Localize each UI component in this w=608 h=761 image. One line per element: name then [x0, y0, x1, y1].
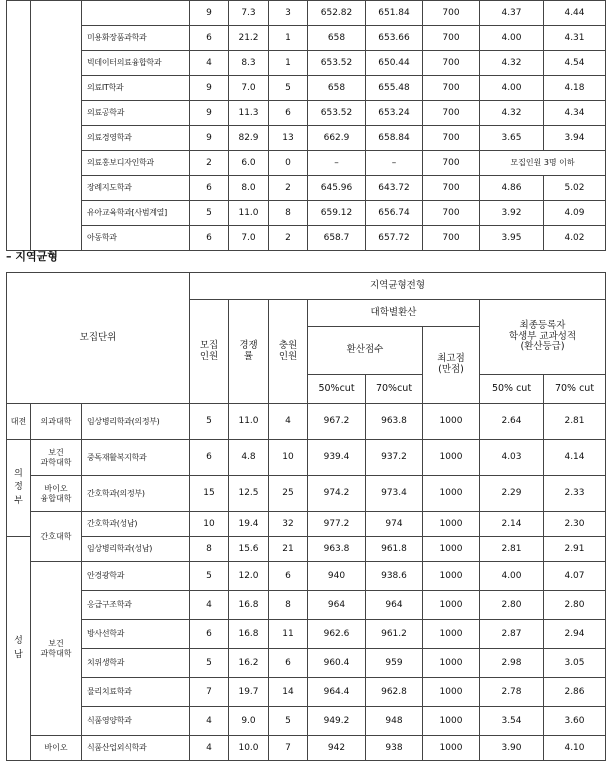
cell-max: 1000 [423, 476, 480, 512]
cell-g50: 4.32 [480, 51, 544, 76]
table-row [7, 1, 606, 26]
cell-g70: 2.91 [544, 537, 606, 562]
cell-recruit: 5 [190, 649, 229, 678]
college-bio-uijeongbu: 바이오 융합대학 [31, 476, 82, 512]
cell-cut70: 948 [366, 707, 423, 736]
header-cut70: 70%cut [366, 375, 423, 404]
cell-cut50: 974.2 [308, 476, 366, 512]
cell-g70: 2.33 [544, 476, 606, 512]
cell-cut70: 653.66 [366, 26, 423, 51]
cell-cut70: 961.8 [366, 537, 423, 562]
cell-max: 1000 [423, 620, 480, 649]
cell-max: 700 [423, 226, 480, 251]
cell-g50: 4.86 [480, 176, 544, 201]
header-type: 지역균형전형 [190, 273, 606, 300]
cell-ratio: 12.5 [229, 476, 269, 512]
cell-cut50: 940 [308, 562, 366, 591]
dept-name: 물리치료학과 [82, 678, 190, 707]
cell-recruit: 9 [190, 101, 229, 126]
cell-cut70: 974 [366, 512, 423, 537]
cell-g50: 4.37 [480, 1, 544, 26]
cell-g50: 4.00 [480, 76, 544, 101]
cell-max: 1000 [423, 707, 480, 736]
cell-g70: 3.60 [544, 707, 606, 736]
cell-cut70: 656.74 [366, 201, 423, 226]
cell-cut70: 937.2 [366, 440, 423, 476]
cell-max: 1000 [423, 440, 480, 476]
cell-max: 1000 [423, 537, 480, 562]
cell-cut70: 959 [366, 649, 423, 678]
cell-g70: 2.81 [544, 404, 606, 440]
table-row [7, 404, 606, 440]
cell-extra: 13 [269, 126, 308, 151]
college-health-uijeongbu: 보건 과학대학 [31, 440, 82, 476]
cell-cut50: 963.8 [308, 537, 366, 562]
cell-recruit: 9 [190, 76, 229, 101]
table-row [7, 591, 606, 620]
cell-ratio: 16.8 [229, 620, 269, 649]
cell-recruit: 4 [190, 591, 229, 620]
cell-g70: 4.34 [544, 101, 606, 126]
cell-extra: 8 [269, 201, 308, 226]
cell-extra: 1 [269, 51, 308, 76]
cell-cut70: 643.72 [366, 176, 423, 201]
cell-cut50: 942 [308, 736, 366, 761]
cell-ratio: 8.3 [229, 51, 269, 76]
cell-recruit: 6 [190, 440, 229, 476]
cell-g70: 4.18 [544, 76, 606, 101]
header-ratio: 경쟁 률 [229, 300, 269, 404]
table-row [7, 51, 606, 76]
cell-cut70: 653.24 [366, 101, 423, 126]
cell-recruit: 6 [190, 226, 229, 251]
cell-g50: 4.03 [480, 440, 544, 476]
cell-max: 700 [423, 26, 480, 51]
cell-ratio: 11.0 [229, 201, 269, 226]
cell-cut50: 658 [308, 76, 366, 101]
cell-recruit: 4 [190, 736, 229, 761]
cell-max: 1000 [423, 736, 480, 761]
cell-cut50: 658 [308, 26, 366, 51]
table-row [7, 176, 606, 201]
cell-recruit: 15 [190, 476, 229, 512]
cell-cut70: 938 [366, 736, 423, 761]
table-row [7, 620, 606, 649]
cell-extra: 6 [269, 101, 308, 126]
cell-g50: 3.92 [480, 201, 544, 226]
dept-name: 빅데이터의료융합학과 [82, 51, 190, 76]
cell-cut50: 977.2 [308, 512, 366, 537]
header-conversion: 대학별환산 [308, 300, 480, 327]
cell-g50: 4.32 [480, 101, 544, 126]
note-cell: 모집인원 3명 이하 [480, 151, 606, 176]
cell-extra: 2 [269, 176, 308, 201]
cell-ratio: 16.8 [229, 591, 269, 620]
dept-name: 장례지도학과 [82, 176, 190, 201]
header-recruit: 모집 인원 [190, 300, 229, 404]
dept-name: 임상병리학과(의정부) [82, 404, 190, 440]
cell-recruit: 9 [190, 1, 229, 26]
cell-recruit: 7 [190, 678, 229, 707]
dept-name: 아동학과 [82, 226, 190, 251]
cell-cut70: 651.84 [366, 1, 423, 26]
header-max: 최고점 (만점) [423, 327, 480, 404]
cell-max: 1000 [423, 591, 480, 620]
cell-extra: 14 [269, 678, 308, 707]
cell-ratio: 7.3 [229, 1, 269, 26]
table-row [7, 226, 606, 251]
cell-extra: 11 [269, 620, 308, 649]
table-row [7, 126, 606, 151]
cell-ratio: 4.8 [229, 440, 269, 476]
cell-extra: 3 [269, 1, 308, 26]
cell-cut50: – [308, 151, 366, 176]
cell-recruit: 8 [190, 537, 229, 562]
cell-max: 1000 [423, 649, 480, 678]
cell-cut70: 938.6 [366, 562, 423, 591]
dept-name: 의료공학과 [82, 101, 190, 126]
section-title: – 지역균형 [6, 250, 58, 263]
cell-cut70: 973.4 [366, 476, 423, 512]
college-bio-seongnam: 바이오 [31, 736, 82, 761]
cell-cut50: 645.96 [308, 176, 366, 201]
cell-ratio: 10.0 [229, 736, 269, 761]
cell-recruit: 2 [190, 151, 229, 176]
table-row [7, 537, 606, 562]
table-row [7, 440, 606, 476]
college-health-seongnam: 보건 과학대학 [31, 562, 82, 736]
cell-ratio: 7.0 [229, 76, 269, 101]
table-row [7, 201, 606, 226]
cell-extra: 5 [269, 707, 308, 736]
cell-g70: 3.94 [544, 126, 606, 151]
dept-name: 응급구조학과 [82, 591, 190, 620]
cell-cut50: 964.4 [308, 678, 366, 707]
cell-g70: 4.31 [544, 26, 606, 51]
campus-uijeongbu: 의정부 [7, 440, 31, 537]
cell-g50: 2.98 [480, 649, 544, 678]
dept-name: 치위생학과 [82, 649, 190, 678]
cell-extra: 10 [269, 440, 308, 476]
cell-max: 700 [423, 126, 480, 151]
cell-cut50: 662.9 [308, 126, 366, 151]
cell-recruit: 6 [190, 620, 229, 649]
header-grade50: 50% cut [480, 375, 544, 404]
cell-g70: 2.80 [544, 591, 606, 620]
campus-daejeon: 대전 [7, 404, 31, 440]
cell-ratio: 11.0 [229, 404, 269, 440]
cell-recruit: 6 [190, 26, 229, 51]
dept-name: 중독재활복지학과 [82, 440, 190, 476]
cell-ratio: 21.2 [229, 26, 269, 51]
table-row [7, 101, 606, 126]
cell-recruit: 4 [190, 707, 229, 736]
cell-g70: 4.02 [544, 226, 606, 251]
cell-cut50: 964 [308, 591, 366, 620]
cell-cut70: 657.72 [366, 226, 423, 251]
cell-cut50: 653.52 [308, 51, 366, 76]
cell-cut50: 658.7 [308, 226, 366, 251]
cell-max: 700 [423, 151, 480, 176]
cell-g50: 2.14 [480, 512, 544, 537]
cell-extra: 0 [269, 151, 308, 176]
table-row [7, 736, 606, 761]
dept-name: 방사선학과 [82, 620, 190, 649]
cell-max: 700 [423, 176, 480, 201]
cell-g50: 3.90 [480, 736, 544, 761]
header-cut50: 50%cut [308, 375, 366, 404]
dept-name: 의료IT학과 [82, 76, 190, 101]
cell-extra: 7 [269, 736, 308, 761]
cell-max: 700 [423, 76, 480, 101]
cell-g70: 5.02 [544, 176, 606, 201]
cell-recruit: 4 [190, 51, 229, 76]
college-medical: 의과대학 [31, 404, 82, 440]
cell-g70: 4.07 [544, 562, 606, 591]
cell-g70: 4.10 [544, 736, 606, 761]
cell-max: 700 [423, 101, 480, 126]
cell-extra: 25 [269, 476, 308, 512]
campus-seongnam: 성남 [7, 537, 31, 761]
cell-recruit: 5 [190, 404, 229, 440]
cell-extra: 6 [269, 562, 308, 591]
cell-extra: 21 [269, 537, 308, 562]
cell-g70: 2.94 [544, 620, 606, 649]
cell-g70: 2.86 [544, 678, 606, 707]
cell-ratio: 8.0 [229, 176, 269, 201]
table-row [7, 476, 606, 512]
cell-recruit: 9 [190, 126, 229, 151]
dept-name: 식품영양학과 [82, 707, 190, 736]
cell-extra: 6 [269, 649, 308, 678]
cell-g70: 2.30 [544, 512, 606, 537]
cell-recruit: 10 [190, 512, 229, 537]
table-row [7, 678, 606, 707]
cell-g70: 3.05 [544, 649, 606, 678]
cell-ratio: 7.0 [229, 226, 269, 251]
cell-max: 1000 [423, 404, 480, 440]
cell-max: 1000 [423, 512, 480, 537]
dept-name: 간호학과(성남) [82, 512, 190, 537]
cell-extra: 2 [269, 226, 308, 251]
cell-g50: 2.78 [480, 678, 544, 707]
cell-max: 700 [423, 201, 480, 226]
cell-cut70: 658.84 [366, 126, 423, 151]
college-nursing: 간호대학 [31, 512, 82, 562]
dept-name: 임상병리학과(성남) [82, 537, 190, 562]
table-row [7, 151, 606, 176]
cell-cut50: 659.12 [308, 201, 366, 226]
cell-g50: 2.64 [480, 404, 544, 440]
header-conversion-score: 환산점수 [308, 327, 423, 375]
cell-max: 1000 [423, 678, 480, 707]
cell-g50: 2.80 [480, 591, 544, 620]
cell-ratio: 19.4 [229, 512, 269, 537]
header-grade70: 70% cut [544, 375, 606, 404]
cell-cut70: 962.8 [366, 678, 423, 707]
cell-extra: 5 [269, 76, 308, 101]
cell-ratio: 6.0 [229, 151, 269, 176]
cell-recruit: 5 [190, 562, 229, 591]
cell-g70: 4.09 [544, 201, 606, 226]
cell-extra: 1 [269, 26, 308, 51]
cell-g70: 4.54 [544, 51, 606, 76]
cell-ratio: 19.7 [229, 678, 269, 707]
table-row [7, 76, 606, 101]
cell-ratio: 9.0 [229, 707, 269, 736]
cell-cut50: 949.2 [308, 707, 366, 736]
cell-cut50: 962.6 [308, 620, 366, 649]
header-unit: 모집단위 [7, 273, 190, 404]
cell-ratio: 16.2 [229, 649, 269, 678]
cell-cut70: 961.2 [366, 620, 423, 649]
cell-cut50: 652.82 [308, 1, 366, 26]
cell-g50: 2.29 [480, 476, 544, 512]
dept-name [82, 1, 190, 26]
cell-ratio: 82.9 [229, 126, 269, 151]
cell-g50: 2.81 [480, 537, 544, 562]
table-row [7, 707, 606, 736]
cell-g50: 3.54 [480, 707, 544, 736]
table-row [7, 562, 606, 591]
cell-max: 700 [423, 1, 480, 26]
cell-recruit: 5 [190, 201, 229, 226]
cell-max: 700 [423, 51, 480, 76]
cell-cut50: 653.52 [308, 101, 366, 126]
cell-g50: 3.95 [480, 226, 544, 251]
campus-cell [7, 1, 31, 251]
cell-extra: 32 [269, 512, 308, 537]
dept-name: 의료경영학과 [82, 126, 190, 151]
cell-cut50: 960.4 [308, 649, 366, 678]
cell-ratio: 12.0 [229, 562, 269, 591]
cell-cut50: 967.2 [308, 404, 366, 440]
cell-g50: 4.00 [480, 562, 544, 591]
cell-cut70: 650.44 [366, 51, 423, 76]
cell-extra: 8 [269, 591, 308, 620]
college-cell [31, 1, 82, 251]
top-admission-table [6, 0, 606, 251]
dept-name: 안경광학과 [82, 562, 190, 591]
cell-extra: 4 [269, 404, 308, 440]
regional-balance-table [6, 272, 606, 761]
table-row [7, 26, 606, 51]
cell-g50: 2.87 [480, 620, 544, 649]
dept-name: 미용화장품과학과 [82, 26, 190, 51]
table-row [7, 512, 606, 537]
cell-cut70: 964 [366, 591, 423, 620]
cell-max: 1000 [423, 562, 480, 591]
cell-ratio: 11.3 [229, 101, 269, 126]
cell-recruit: 6 [190, 176, 229, 201]
cell-g50: 4.00 [480, 26, 544, 51]
dept-name: 유아교육학과[사범계열] [82, 201, 190, 226]
cell-cut70: 655.48 [366, 76, 423, 101]
cell-ratio: 15.6 [229, 537, 269, 562]
cell-g50: 3.65 [480, 126, 544, 151]
dept-name: 의료홍보디자인학과 [82, 151, 190, 176]
cell-cut70: 963.8 [366, 404, 423, 440]
cell-g70: 4.44 [544, 1, 606, 26]
dept-name: 간호학과(의정부) [82, 476, 190, 512]
cell-g70: 4.14 [544, 440, 606, 476]
cell-cut50: 939.4 [308, 440, 366, 476]
dept-name: 식품산업외식학과 [82, 736, 190, 761]
table-row [7, 649, 606, 678]
cell-cut70: – [366, 151, 423, 176]
header-final: 최종등록자 학생부 교과성적 (환산등급) [480, 300, 606, 375]
header-extra: 충원 인원 [269, 300, 308, 404]
